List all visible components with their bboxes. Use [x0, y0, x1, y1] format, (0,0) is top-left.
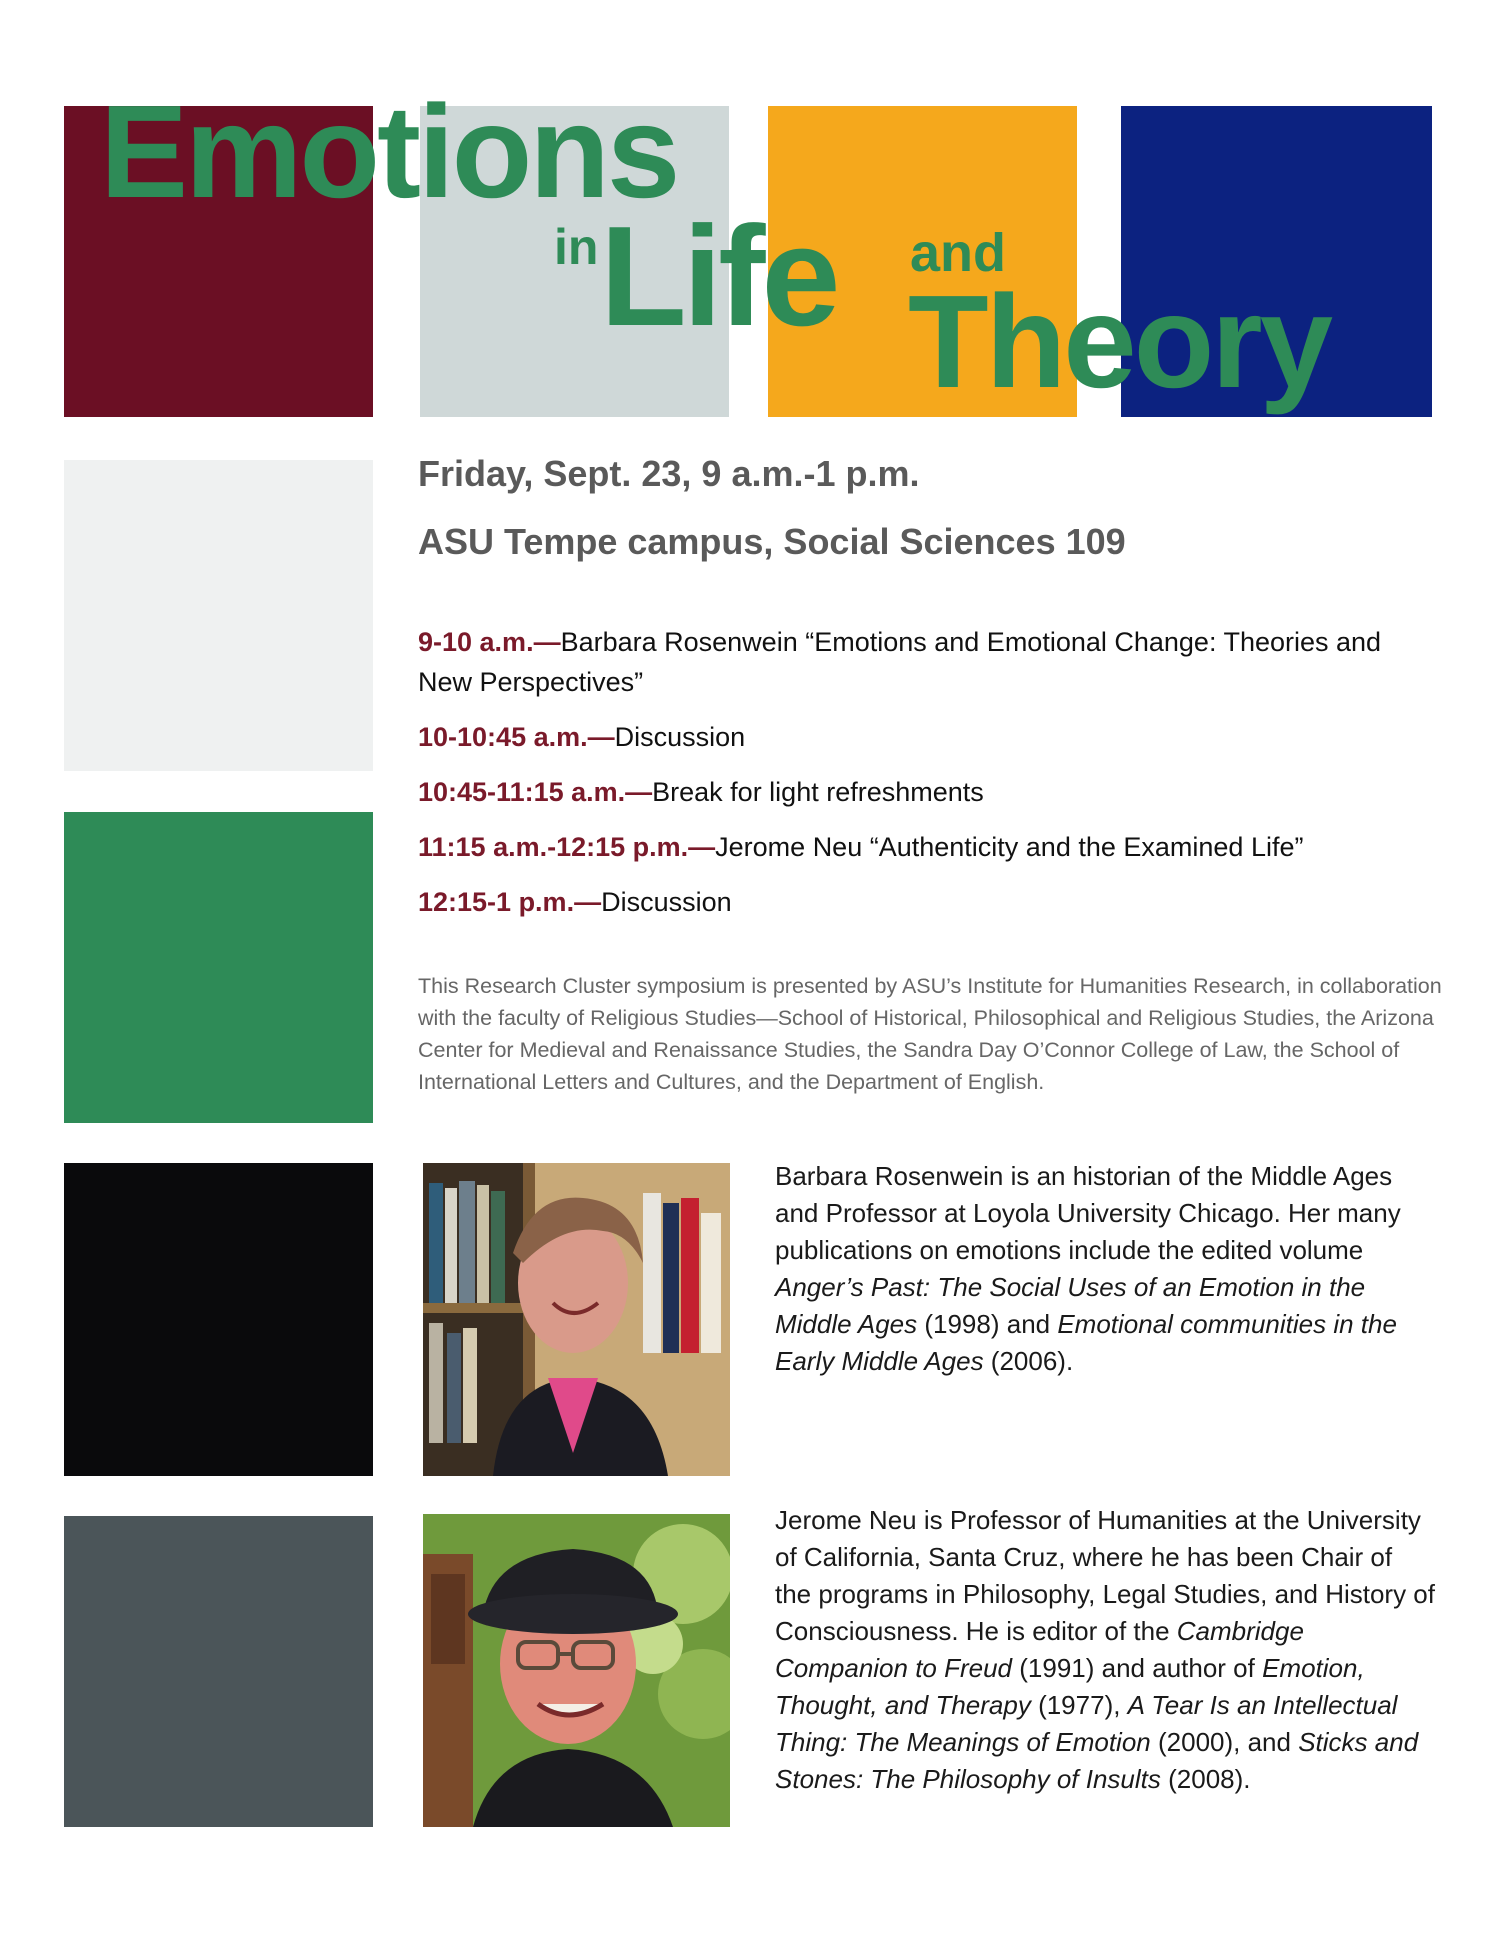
bio-text: (1998) and [917, 1309, 1058, 1339]
jerome-neu-photo [423, 1514, 730, 1827]
bio-text: (2006). [983, 1346, 1074, 1376]
slate-block [64, 1516, 373, 1827]
title-and: and [910, 223, 1007, 283]
bio-book-title: Emotion, Thought, and Therapy [775, 1653, 1365, 1720]
bio-book-title: Anger’s Past: The Social Uses of an Emotion in the Middle Ages [775, 1272, 1366, 1339]
schedule-item [418, 717, 1438, 757]
schedule-text: Barbara Rosenwein “Emotions and Emotional Change: Theories and New Perspectives” [418, 627, 1382, 697]
title-in: in [554, 219, 599, 275]
barbara-rosenwein-bio [775, 1158, 1435, 1380]
schedule-time: 9-10 a.m.— [418, 627, 561, 657]
schedule-item [418, 772, 1438, 812]
schedule-time: 10:45-11:15 a.m.— [418, 777, 653, 807]
title-emotions: Emotions [100, 78, 678, 225]
bio-text: (2008). [1160, 1764, 1251, 1794]
barbara-rosenwein-photo [423, 1163, 730, 1476]
title-life: Life [600, 197, 837, 356]
schedule-text: Jerome Neu “Authenticity and the Examined Life” [715, 832, 1304, 862]
schedule-list [418, 622, 1438, 937]
bio-book-title: Sticks and Stones: The Philosophy of Insults [775, 1727, 1419, 1794]
jerome-neu-bio [775, 1502, 1435, 1798]
bio-book-title: Emotional communities in the Early Middle Ages [775, 1309, 1397, 1376]
portrait-woman-image [423, 1163, 730, 1476]
sponsor-note: This Research Cluster symposium is presented by ASU’s Institute for Humanities Research, in collaboration with the faculty of Religious Studies—School of Historical, Philosophical and Religious Studies, the Arizona Center for Medieval and Renaissance Studies, the Sandra Day O’Connor College of Law, the School of International Letters and Cultures, and the Department of English. [418, 974, 1442, 1094]
bio-text: (2000), and [1150, 1727, 1299, 1757]
schedule-time: 10-10:45 a.m.— [418, 722, 615, 752]
schedule-time: 12:15-1 p.m.— [418, 887, 602, 917]
schedule-text: Discussion [614, 722, 746, 752]
bio-text: (1991) and author of [1012, 1653, 1263, 1683]
schedule-item [418, 622, 1438, 702]
bio-book-title: Cambridge Companion to Freud [775, 1616, 1304, 1683]
black-block [64, 1163, 373, 1476]
pale-gray-block [64, 460, 373, 771]
schedule-text: Break for light refreshments [652, 777, 984, 807]
event-location: ASU Tempe campus, Social Sciences 109 [418, 521, 1126, 562]
bio-text: (1977), [1030, 1690, 1128, 1720]
green-block [64, 812, 373, 1123]
schedule-text: Discussion [601, 887, 732, 917]
bio-book-title: A Tear Is an Intellectual Thing: The Meanings of Emotion [775, 1690, 1398, 1757]
bio-text: Barbara Rosenwein is an historian of the Middle Ages and Professor at Loyola University Chicago. Her many publications on emotions include the edited volume [775, 1161, 1401, 1265]
bio-text: Jerome Neu is Professor of Humanities at the University of California, Santa Cruz, where he has been Chair of the programs in Philosophy, Legal Studies, and History of Consciousness. He is editor of the [775, 1505, 1435, 1646]
schedule-time: 11:15 a.m.-12:15 p.m.— [418, 832, 716, 862]
schedule-item [418, 882, 1438, 922]
event-date-time: Friday, Sept. 23, 9 a.m.-1 p.m. [418, 453, 920, 494]
schedule-item [418, 827, 1438, 867]
title-theory: Theory [908, 268, 1331, 415]
portrait-man-image [423, 1514, 730, 1827]
